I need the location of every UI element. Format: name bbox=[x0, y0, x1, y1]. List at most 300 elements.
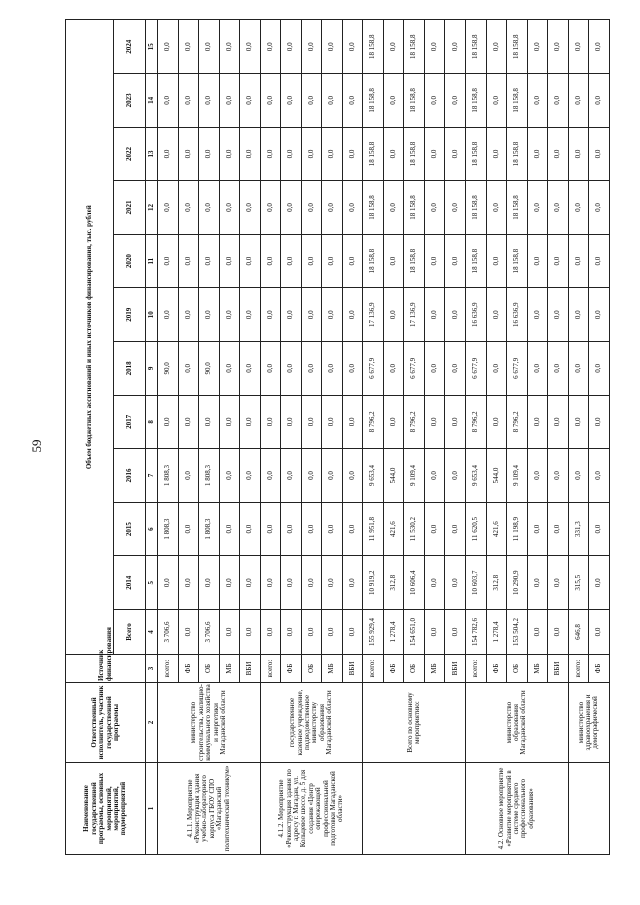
year-value: 0,0 bbox=[486, 127, 507, 181]
year-value: 10 606,4 bbox=[404, 556, 425, 610]
year-value: 0,0 bbox=[322, 181, 343, 235]
year-value: 0,0 bbox=[301, 74, 322, 128]
year-value: 0,0 bbox=[199, 127, 220, 181]
year-value: 18 158,8 bbox=[465, 20, 486, 74]
year-value: 0,0 bbox=[178, 502, 199, 556]
year-value: 0,0 bbox=[445, 234, 466, 288]
year-value: 0,0 bbox=[199, 556, 220, 610]
funding-source: ВБИ bbox=[445, 655, 466, 683]
year-value: 0,0 bbox=[548, 288, 569, 342]
funding-source: ОБ bbox=[301, 655, 322, 683]
year-value: 0,0 bbox=[322, 556, 343, 610]
year-value: 10 290,9 bbox=[507, 556, 528, 610]
year-value: 18 158,8 bbox=[465, 127, 486, 181]
funding-source: всего: bbox=[158, 655, 179, 683]
total-value: 0,0 bbox=[281, 610, 302, 655]
year-value: 11 620,5 bbox=[465, 502, 486, 556]
year-value: 0,0 bbox=[240, 556, 261, 610]
year-value: 0,0 bbox=[240, 502, 261, 556]
year-value: 0,0 bbox=[240, 449, 261, 503]
year-value: 0,0 bbox=[486, 342, 507, 396]
year-value: 0,0 bbox=[527, 74, 548, 128]
funding-source: ОБ bbox=[199, 655, 220, 683]
year-value: 0,0 bbox=[240, 127, 261, 181]
year-value: 18 158,8 bbox=[363, 181, 384, 235]
year-value: 0,0 bbox=[322, 288, 343, 342]
year-value: 0,0 bbox=[219, 556, 240, 610]
header-year: 2018 bbox=[114, 342, 146, 396]
year-value: 0,0 bbox=[260, 288, 281, 342]
year-value: 0,0 bbox=[260, 20, 281, 74]
year-value: 0,0 bbox=[548, 127, 569, 181]
year-value: 0,0 bbox=[589, 127, 610, 181]
year-value: 18 158,8 bbox=[465, 74, 486, 128]
year-value: 0,0 bbox=[260, 181, 281, 235]
year-value: 18 158,8 bbox=[465, 234, 486, 288]
total-value: 0,0 bbox=[260, 610, 281, 655]
header-volume: Объем бюджетных ассигнований и иных источников финансирования, тыс. рублей bbox=[66, 20, 114, 655]
year-value: 0,0 bbox=[158, 20, 179, 74]
year-value: 0,0 bbox=[486, 395, 507, 449]
year-value: 0,0 bbox=[548, 395, 569, 449]
executor: министерство образования Магаданской области bbox=[465, 683, 568, 763]
total-value: 0,0 bbox=[240, 610, 261, 655]
header-executor: Ответственный исполнитель, участник государственной программы bbox=[66, 683, 146, 763]
measure-name: 4.1.2. Мероприятие «Реконструкция здания по адресу г. Магадан, ул. Кольцевое шоссе, д. 5 для создания «Центр опережающей профессиональной подготовки Магаданской области» bbox=[260, 763, 363, 855]
col-number: 1 bbox=[146, 763, 158, 855]
total-value: 646,8 bbox=[568, 610, 589, 655]
year-value: 0,0 bbox=[260, 502, 281, 556]
year-value: 0,0 bbox=[260, 342, 281, 396]
measure-name bbox=[568, 763, 609, 855]
year-value: 0,0 bbox=[548, 342, 569, 396]
year-value: 0,0 bbox=[424, 20, 445, 74]
year-value: 18 158,8 bbox=[363, 74, 384, 128]
year-value: 0,0 bbox=[260, 395, 281, 449]
year-value: 0,0 bbox=[281, 127, 302, 181]
year-value: 6 677,9 bbox=[363, 342, 384, 396]
year-value: 0,0 bbox=[199, 395, 220, 449]
year-value: 11 198,9 bbox=[507, 502, 528, 556]
executor: министерство строительства, жилищно-коммунального хозяйства и энергетики Магаданской области bbox=[158, 683, 261, 763]
year-value: 9 653,4 bbox=[363, 449, 384, 503]
total-value: 154 782,6 bbox=[465, 610, 486, 655]
funding-source: МБ bbox=[424, 655, 445, 683]
year-value: 0,0 bbox=[260, 127, 281, 181]
year-value: 0,0 bbox=[568, 395, 589, 449]
header-year: 2019 bbox=[114, 288, 146, 342]
col-number: 3 bbox=[146, 655, 158, 683]
year-value: 0,0 bbox=[342, 234, 363, 288]
funding-source: МБ bbox=[219, 655, 240, 683]
year-value: 0,0 bbox=[158, 181, 179, 235]
year-value: 18 158,8 bbox=[507, 181, 528, 235]
col-number: 5 bbox=[146, 556, 158, 610]
table-row bbox=[363, 20, 384, 855]
funding-source: МБ bbox=[527, 655, 548, 683]
year-value: 0,0 bbox=[383, 127, 404, 181]
rotated-table-container bbox=[65, 20, 610, 855]
col-number: 4 bbox=[146, 610, 158, 655]
year-value: 0,0 bbox=[527, 288, 548, 342]
funding-source: ВБИ bbox=[548, 655, 569, 683]
year-value: 0,0 bbox=[301, 288, 322, 342]
year-value: 0,0 bbox=[219, 342, 240, 396]
header-year: 2015 bbox=[114, 502, 146, 556]
year-value: 0,0 bbox=[568, 342, 589, 396]
year-value: 0,0 bbox=[178, 181, 199, 235]
year-value: 0,0 bbox=[589, 395, 610, 449]
header-year: 2022 bbox=[114, 127, 146, 181]
year-value: 0,0 bbox=[178, 288, 199, 342]
total-value: 0,0 bbox=[342, 610, 363, 655]
year-value: 0,0 bbox=[219, 20, 240, 74]
year-value: 0,0 bbox=[342, 74, 363, 128]
funding-source: ФБ bbox=[178, 655, 199, 683]
year-value: 0,0 bbox=[445, 502, 466, 556]
year-value: 312,8 bbox=[486, 556, 507, 610]
year-value: 0,0 bbox=[281, 288, 302, 342]
total-value: 0,0 bbox=[445, 610, 466, 655]
column-number-row bbox=[146, 20, 158, 855]
col-number: 10 bbox=[146, 288, 158, 342]
year-value: 0,0 bbox=[322, 74, 343, 128]
year-value: 0,0 bbox=[240, 342, 261, 396]
year-value: 0,0 bbox=[486, 288, 507, 342]
year-value: 0,0 bbox=[589, 556, 610, 610]
table-row bbox=[158, 20, 179, 855]
year-value: 18 158,8 bbox=[363, 20, 384, 74]
year-value: 0,0 bbox=[322, 234, 343, 288]
year-value: 0,0 bbox=[589, 20, 610, 74]
year-value: 0,0 bbox=[383, 20, 404, 74]
year-value: 0,0 bbox=[548, 74, 569, 128]
year-value: 315,5 bbox=[568, 556, 589, 610]
year-value: 0,0 bbox=[301, 449, 322, 503]
year-value: 0,0 bbox=[589, 342, 610, 396]
total-value: 155 929,4 bbox=[363, 610, 384, 655]
year-value: 18 158,8 bbox=[363, 234, 384, 288]
year-value: 0,0 bbox=[548, 556, 569, 610]
year-value: 8 796,2 bbox=[507, 395, 528, 449]
year-value: 0,0 bbox=[301, 20, 322, 74]
year-value: 0,0 bbox=[281, 20, 302, 74]
funding-source: ОБ bbox=[404, 655, 425, 683]
year-value: 0,0 bbox=[445, 74, 466, 128]
funding-source: ВБИ bbox=[240, 655, 261, 683]
year-value: 0,0 bbox=[260, 74, 281, 128]
total-value: 154 651,0 bbox=[404, 610, 425, 655]
year-value: 0,0 bbox=[383, 395, 404, 449]
year-value: 0,0 bbox=[322, 502, 343, 556]
year-value: 0,0 bbox=[322, 449, 343, 503]
year-value: 1 808,3 bbox=[199, 449, 220, 503]
year-value: 0,0 bbox=[199, 20, 220, 74]
year-value: 10 603,7 bbox=[465, 556, 486, 610]
funding-source: МБ bbox=[322, 655, 343, 683]
funding-source: всего: bbox=[260, 655, 281, 683]
year-value: 0,0 bbox=[568, 288, 589, 342]
year-value: 10 919,2 bbox=[363, 556, 384, 610]
year-value: 0,0 bbox=[568, 127, 589, 181]
header-year: 2016 bbox=[114, 449, 146, 503]
total-value: 1 278,4 bbox=[486, 610, 507, 655]
year-value: 0,0 bbox=[178, 20, 199, 74]
year-value: 0,0 bbox=[199, 181, 220, 235]
year-value: 18 158,8 bbox=[404, 127, 425, 181]
funding-source: всего: bbox=[465, 655, 486, 683]
funding-source: ОБ bbox=[507, 655, 528, 683]
table-row bbox=[465, 20, 486, 855]
year-value: 312,8 bbox=[383, 556, 404, 610]
year-value: 17 136,9 bbox=[363, 288, 384, 342]
year-value: 6 677,9 bbox=[507, 342, 528, 396]
year-value: 17 136,9 bbox=[404, 288, 425, 342]
year-value: 18 158,8 bbox=[404, 20, 425, 74]
total-value: 0,0 bbox=[178, 610, 199, 655]
col-number: 6 bbox=[146, 502, 158, 556]
year-value: 0,0 bbox=[548, 449, 569, 503]
year-value: 0,0 bbox=[301, 556, 322, 610]
year-value: 0,0 bbox=[527, 449, 548, 503]
year-value: 0,0 bbox=[281, 74, 302, 128]
funding-source: ФБ bbox=[589, 655, 610, 683]
executor: Всего по основному мероприятию: bbox=[363, 683, 466, 763]
year-value: 0,0 bbox=[548, 20, 569, 74]
year-value: 0,0 bbox=[568, 74, 589, 128]
year-value: 0,0 bbox=[322, 342, 343, 396]
col-number: 13 bbox=[146, 127, 158, 181]
total-value: 0,0 bbox=[527, 610, 548, 655]
year-value: 0,0 bbox=[342, 288, 363, 342]
year-value: 0,0 bbox=[219, 449, 240, 503]
year-value: 0,0 bbox=[260, 449, 281, 503]
year-value: 0,0 bbox=[424, 181, 445, 235]
total-value: 0,0 bbox=[301, 610, 322, 655]
year-value: 0,0 bbox=[568, 234, 589, 288]
header-source: Источник финансирования bbox=[66, 655, 146, 683]
year-value: 0,0 bbox=[424, 395, 445, 449]
year-value: 0,0 bbox=[158, 234, 179, 288]
year-value: 0,0 bbox=[322, 127, 343, 181]
year-value: 0,0 bbox=[158, 395, 179, 449]
measure-name: 4.2. Основное мероприятие «Развитие мероприятий в системе среднего профессионального образования» bbox=[465, 763, 568, 855]
year-value: 0,0 bbox=[342, 395, 363, 449]
year-value: 0,0 bbox=[589, 74, 610, 128]
year-value: 0,0 bbox=[424, 342, 445, 396]
total-value: 153 504,2 bbox=[507, 610, 528, 655]
year-value: 544,0 bbox=[383, 449, 404, 503]
year-value: 18 158,8 bbox=[404, 74, 425, 128]
year-value: 18 158,8 bbox=[465, 181, 486, 235]
year-value: 0,0 bbox=[486, 181, 507, 235]
year-value: 18 158,8 bbox=[507, 127, 528, 181]
year-value: 0,0 bbox=[158, 127, 179, 181]
year-value: 1 808,3 bbox=[158, 449, 179, 503]
col-number: 14 bbox=[146, 74, 158, 128]
year-value: 0,0 bbox=[568, 20, 589, 74]
year-value: 0,0 bbox=[301, 502, 322, 556]
header-year: 2024 bbox=[114, 20, 146, 74]
year-value: 0,0 bbox=[219, 288, 240, 342]
total-value: 0,0 bbox=[589, 610, 610, 655]
year-value: 0,0 bbox=[342, 502, 363, 556]
year-value: 0,0 bbox=[589, 502, 610, 556]
year-value: 0,0 bbox=[281, 342, 302, 396]
funding-source: всего: bbox=[568, 655, 589, 683]
year-value: 0,0 bbox=[342, 449, 363, 503]
year-value: 0,0 bbox=[301, 395, 322, 449]
measure-name: 4.1.1. Мероприятие «Реконструкция здания учебно-лабораторного корпуса ГБОУ СПО «Магаданский политехнический техникум» bbox=[158, 763, 261, 855]
year-value: 18 158,8 bbox=[507, 234, 528, 288]
year-value: 0,0 bbox=[383, 288, 404, 342]
year-value: 0,0 bbox=[281, 181, 302, 235]
year-value: 16 636,9 bbox=[465, 288, 486, 342]
year-value: 1 808,3 bbox=[158, 502, 179, 556]
year-value: 0,0 bbox=[240, 181, 261, 235]
header-year: 2017 bbox=[114, 395, 146, 449]
year-value: 0,0 bbox=[486, 20, 507, 74]
year-value: 0,0 bbox=[445, 127, 466, 181]
col-number: 8 bbox=[146, 395, 158, 449]
header-total: Всего bbox=[114, 610, 146, 655]
year-value: 0,0 bbox=[158, 288, 179, 342]
year-value: 0,0 bbox=[219, 181, 240, 235]
year-value: 11 530,2 bbox=[404, 502, 425, 556]
executor: министерство здравоохранения и демографической bbox=[568, 683, 609, 763]
year-value: 0,0 bbox=[322, 395, 343, 449]
year-value: 0,0 bbox=[548, 502, 569, 556]
budget-table bbox=[65, 19, 610, 855]
header-year: 2023 bbox=[114, 74, 146, 128]
year-value: 0,0 bbox=[301, 342, 322, 396]
year-value: 0,0 bbox=[424, 127, 445, 181]
year-value: 90,0 bbox=[158, 342, 179, 396]
year-value: 0,0 bbox=[445, 288, 466, 342]
year-value: 1 808,3 bbox=[199, 502, 220, 556]
year-value: 0,0 bbox=[527, 342, 548, 396]
year-value: 0,0 bbox=[589, 449, 610, 503]
year-value: 0,0 bbox=[383, 234, 404, 288]
year-value: 0,0 bbox=[445, 342, 466, 396]
year-value: 0,0 bbox=[281, 556, 302, 610]
year-value: 0,0 bbox=[281, 502, 302, 556]
year-value: 421,6 bbox=[486, 502, 507, 556]
year-value: 9 109,4 bbox=[507, 449, 528, 503]
col-number: 15 bbox=[146, 20, 158, 74]
year-value: 0,0 bbox=[527, 502, 548, 556]
year-value: 544,0 bbox=[486, 449, 507, 503]
year-value: 0,0 bbox=[219, 127, 240, 181]
year-value: 9 653,4 bbox=[465, 449, 486, 503]
header-year: 2020 bbox=[114, 234, 146, 288]
year-value: 0,0 bbox=[486, 234, 507, 288]
funding-source: ФБ bbox=[383, 655, 404, 683]
year-value: 0,0 bbox=[548, 181, 569, 235]
year-value: 90,0 bbox=[199, 342, 220, 396]
year-value: 0,0 bbox=[281, 395, 302, 449]
year-value: 0,0 bbox=[301, 181, 322, 235]
total-value: 0,0 bbox=[219, 610, 240, 655]
year-value: 9 109,4 bbox=[404, 449, 425, 503]
table-row bbox=[568, 20, 589, 855]
funding-source: ВБИ bbox=[342, 655, 363, 683]
year-value: 0,0 bbox=[424, 556, 445, 610]
executor: государственное казенное учреждение, подведомственное министерству образования Магаданской области bbox=[260, 683, 363, 763]
year-value: 0,0 bbox=[178, 556, 199, 610]
year-value: 0,0 bbox=[527, 395, 548, 449]
header-year: 2014 bbox=[114, 556, 146, 610]
year-value: 0,0 bbox=[240, 20, 261, 74]
year-value: 0,0 bbox=[260, 234, 281, 288]
year-value: 0,0 bbox=[383, 342, 404, 396]
header-name: Наименование государственной программы, основных мероприятий, мероприятий, подмероприятий bbox=[66, 763, 146, 855]
year-value: 6 677,9 bbox=[465, 342, 486, 396]
year-value: 0,0 bbox=[424, 449, 445, 503]
year-value: 8 796,2 bbox=[404, 395, 425, 449]
year-value: 0,0 bbox=[589, 288, 610, 342]
year-value: 0,0 bbox=[219, 395, 240, 449]
year-value: 0,0 bbox=[199, 74, 220, 128]
total-value: 0,0 bbox=[424, 610, 445, 655]
year-value: 0,0 bbox=[445, 556, 466, 610]
funding-source: ФБ bbox=[486, 655, 507, 683]
year-value: 0,0 bbox=[219, 74, 240, 128]
year-value: 0,0 bbox=[199, 234, 220, 288]
year-value: 0,0 bbox=[548, 234, 569, 288]
year-value: 0,0 bbox=[260, 556, 281, 610]
year-value: 0,0 bbox=[178, 449, 199, 503]
year-value: 0,0 bbox=[589, 234, 610, 288]
header-row-1 bbox=[66, 20, 114, 855]
funding-source: ФБ bbox=[281, 655, 302, 683]
year-value: 0,0 bbox=[240, 288, 261, 342]
year-value: 0,0 bbox=[240, 74, 261, 128]
table-body bbox=[158, 20, 610, 855]
year-value: 0,0 bbox=[178, 74, 199, 128]
year-value: 0,0 bbox=[219, 502, 240, 556]
year-value: 8 796,2 bbox=[363, 395, 384, 449]
year-value: 0,0 bbox=[445, 395, 466, 449]
year-value: 0,0 bbox=[424, 74, 445, 128]
total-value: 0,0 bbox=[548, 610, 569, 655]
year-value: 0,0 bbox=[424, 234, 445, 288]
year-value: 0,0 bbox=[178, 395, 199, 449]
year-value: 0,0 bbox=[240, 234, 261, 288]
year-value: 0,0 bbox=[199, 288, 220, 342]
year-value: 0,0 bbox=[445, 20, 466, 74]
col-number: 11 bbox=[146, 234, 158, 288]
total-value: 3 706,6 bbox=[199, 610, 220, 655]
year-value: 0,0 bbox=[424, 288, 445, 342]
total-value: 3 706,6 bbox=[158, 610, 179, 655]
col-number: 2 bbox=[146, 683, 158, 763]
year-value: 0,0 bbox=[281, 234, 302, 288]
year-value: 0,0 bbox=[178, 127, 199, 181]
year-value: 0,0 bbox=[486, 74, 507, 128]
year-value: 0,0 bbox=[219, 234, 240, 288]
year-value: 331,3 bbox=[568, 502, 589, 556]
year-value: 0,0 bbox=[281, 449, 302, 503]
total-value: 0,0 bbox=[322, 610, 343, 655]
year-value: 0,0 bbox=[383, 74, 404, 128]
year-value: 0,0 bbox=[527, 556, 548, 610]
year-value: 18 158,8 bbox=[507, 20, 528, 74]
year-value: 0,0 bbox=[342, 20, 363, 74]
table-row bbox=[260, 20, 281, 855]
year-value: 0,0 bbox=[342, 127, 363, 181]
year-value: 0,0 bbox=[342, 342, 363, 396]
